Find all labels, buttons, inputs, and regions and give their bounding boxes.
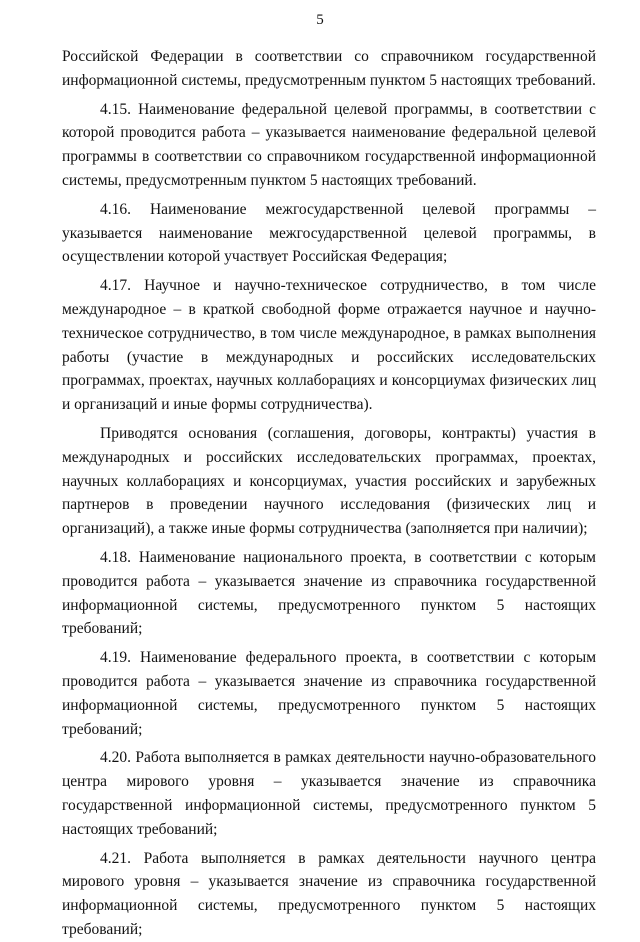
page-number: 5 bbox=[316, 12, 324, 28]
paragraph-4-15: 4.15. Наименование федеральной целевой программы, в соответствии с которой проводится работа – указывается наименование федеральной целевой программы в соответствии со справочником государственной информационной системы, предусмотренным пунктом 5 настоящих требований. bbox=[62, 100, 596, 189]
document-body bbox=[62, 45, 596, 942]
paragraph-4-19: 4.19. Наименование федерального проекта, в соответствии с которым проводится работа – указывается значение из справочника государственной информационной системы, предусмотренного пунктом 5 настоящих требований; bbox=[62, 649, 596, 738]
paragraph-4-21: 4.21. Работа выполняется в рамках деятельности научного центра мирового уровня – указывается значение из справочника государственной информационной системы, предусмотренного пунктом 5 настоящих требований; bbox=[62, 849, 596, 938]
paragraph-continuation: Российской Федерации в соответствии со справочником государственной информационной системы, предусмотренным пунктом 5 настоящих требований. bbox=[62, 48, 596, 89]
paragraph-4-18: 4.18. Наименование национального проекта, в соответствии с которым проводится работа – указывается значение из справочника государственной информационной системы, предусмотренного пунктом 5 настоящих требований; bbox=[62, 548, 596, 638]
paragraph-4-17-grounds: Приводятся основания (соглашения, договоры, контракты) участия в международных и российских исследовательских программах, проектах, научных коллаборациях и консорциумах, участия российских и зарубежных партнеров в проведении научного исследования (физических лиц и организаций), а также иные формы сотрудничества (заполняется при наличии); bbox=[62, 424, 596, 538]
paragraph-4-16: 4.16. Наименование межгосударственной целевой программы – указывается наименование межгосударственной целевой программы, в осуществлении которой участвует Российская Федерация; bbox=[62, 200, 596, 266]
paragraph-4-17: 4.17. Научное и научно-техническое сотрудничество, в том числе международное – в краткой свободной форме отражается научное и научно-техническое сотрудничество, в том числе международное, в рамках выполнения работы (участие в международных и российских исследовательских программах, проектах, научных коллаборациях и консорциумах физических лиц и организаций и иные формы сотрудничества). bbox=[62, 277, 596, 414]
paragraph-4-20: 4.20. Работа выполняется в рамках деятельности научно-образовательного центра мирового уровня – указывается значение из справочника государственной информационной системы, предусмотренного пунктом 5 настоящих требований; bbox=[62, 749, 596, 838]
